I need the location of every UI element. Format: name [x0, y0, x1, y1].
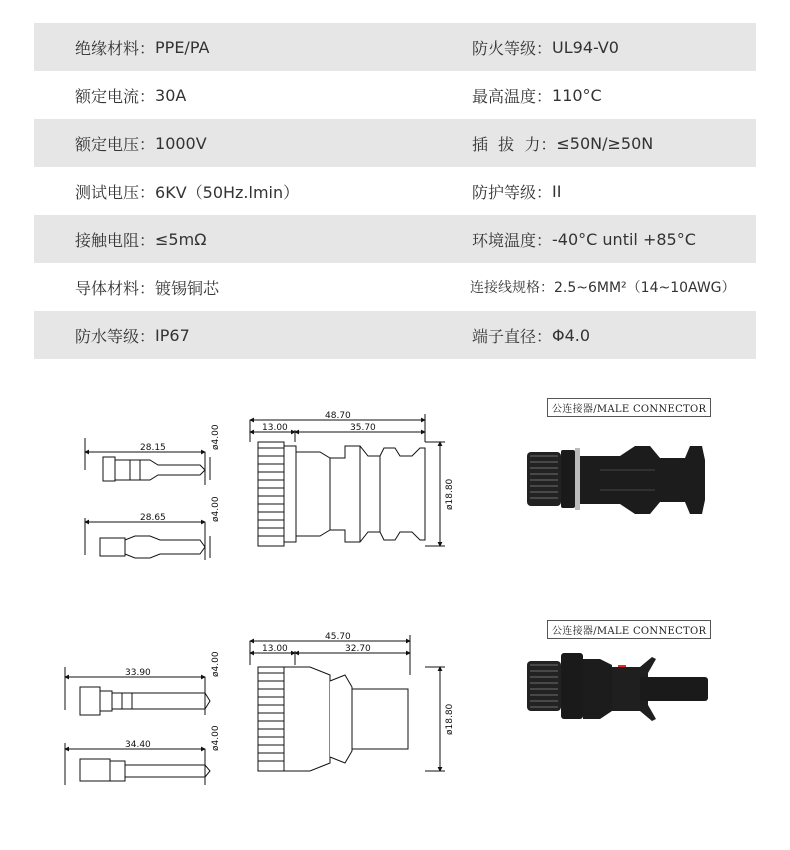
spec-row — [34, 311, 756, 359]
technical-drawing-2 — [0, 615, 790, 795]
spec-value: 30A — [155, 85, 187, 105]
pin2-dia-label: ø4.00 — [211, 496, 221, 522]
nut-length-label: 13.00 — [262, 644, 288, 654]
spec-cell — [432, 277, 756, 297]
spec-label: 防护等级： — [472, 182, 553, 202]
spec-cell — [34, 228, 432, 251]
spec-value: II — [552, 181, 562, 201]
spec-label: 连接线规格： — [470, 280, 554, 296]
body-dia-label: ø18.80 — [445, 478, 455, 510]
spec-label: 导体材料： — [75, 278, 156, 298]
spec-label: 环境温度： — [472, 230, 553, 250]
body-length-label: 32.70 — [345, 644, 371, 654]
spec-value: ≤50N/≥50N — [556, 133, 654, 153]
pin2-length-label: 34.40 — [125, 740, 151, 750]
spec-label: 额定电流： — [75, 86, 156, 106]
spec-label: 额定电压： — [75, 134, 156, 154]
spec-cell — [34, 132, 432, 155]
spec-value: ≤5mΩ — [155, 229, 207, 249]
spec-value: PPE/PA — [155, 37, 210, 57]
spec-value: 110°C — [552, 85, 602, 105]
pin1-dia-label: ø4.00 — [211, 651, 221, 677]
connector-photo-1 — [527, 446, 705, 514]
connector-photo-2 — [527, 653, 708, 721]
spec-value: -40°C until +85°C — [552, 229, 696, 249]
connector-caption-1: 公连接器/MALE CONNECTOR — [547, 398, 711, 417]
spec-label: 最高温度： — [472, 86, 553, 106]
spec-cell — [432, 84, 756, 107]
spec-row — [34, 215, 756, 263]
spec-row — [34, 167, 756, 215]
pin-drawing-2 — [85, 518, 210, 560]
spec-label: 插 拔 力： — [472, 134, 557, 154]
spec-cell — [34, 36, 432, 59]
connector-drawing-2 — [250, 635, 445, 771]
spec-cell — [34, 324, 432, 347]
spec-label: 测试电压： — [75, 182, 156, 202]
body-dia-label: ø18.80 — [445, 703, 455, 735]
connector-caption-2: 公连接器/MALE CONNECTOR — [547, 620, 711, 639]
spec-cell — [34, 84, 432, 107]
body-length-label: 35.70 — [350, 423, 376, 433]
pin2-dia-label: ø4.00 — [211, 725, 221, 751]
pin1-dia-label: ø4.00 — [211, 424, 221, 450]
spec-row — [34, 119, 756, 167]
spec-cell — [432, 324, 756, 347]
pin1-length-label: 28.15 — [140, 443, 166, 453]
overall-length-label: 45.70 — [325, 632, 351, 642]
spec-value: 镀锡铜芯 — [155, 278, 220, 298]
spec-cell — [432, 228, 756, 251]
nut-length-label: 13.00 — [262, 423, 288, 433]
spec-cell — [432, 180, 756, 203]
technical-drawing-1 — [0, 390, 790, 570]
drawing-block-1 — [0, 390, 790, 570]
spec-value: UL94-V0 — [552, 37, 619, 57]
spec-value: IP67 — [155, 325, 190, 345]
spec-value: 6KV（50Hz.lmin） — [155, 182, 300, 202]
pin2-length-label: 28.65 — [140, 513, 166, 523]
spec-label: 绝缘材料： — [75, 38, 156, 58]
spec-cell — [34, 276, 432, 299]
spec-label: 防火等级： — [472, 38, 553, 58]
spec-value: 1000V — [155, 133, 207, 153]
spec-row — [34, 263, 756, 311]
spec-row — [34, 71, 756, 119]
spec-value: Φ4.0 — [552, 325, 591, 345]
spec-row — [34, 23, 756, 71]
spec-cell — [34, 180, 432, 203]
spec-cell — [432, 36, 756, 59]
connector-drawing-1 — [250, 414, 445, 546]
overall-length-label: 48.70 — [325, 411, 351, 421]
spec-table — [34, 23, 756, 359]
spec-label: 接触电阻： — [75, 230, 156, 250]
spec-cell — [432, 132, 756, 155]
spec-value: 2.5~6MM²（14~10AWG） — [554, 280, 736, 296]
pin1-length-label: 33.90 — [125, 668, 151, 678]
spec-label: 防水等级： — [75, 326, 156, 346]
drawing-block-2 — [0, 615, 790, 795]
spec-label: 端子直径： — [472, 326, 553, 346]
